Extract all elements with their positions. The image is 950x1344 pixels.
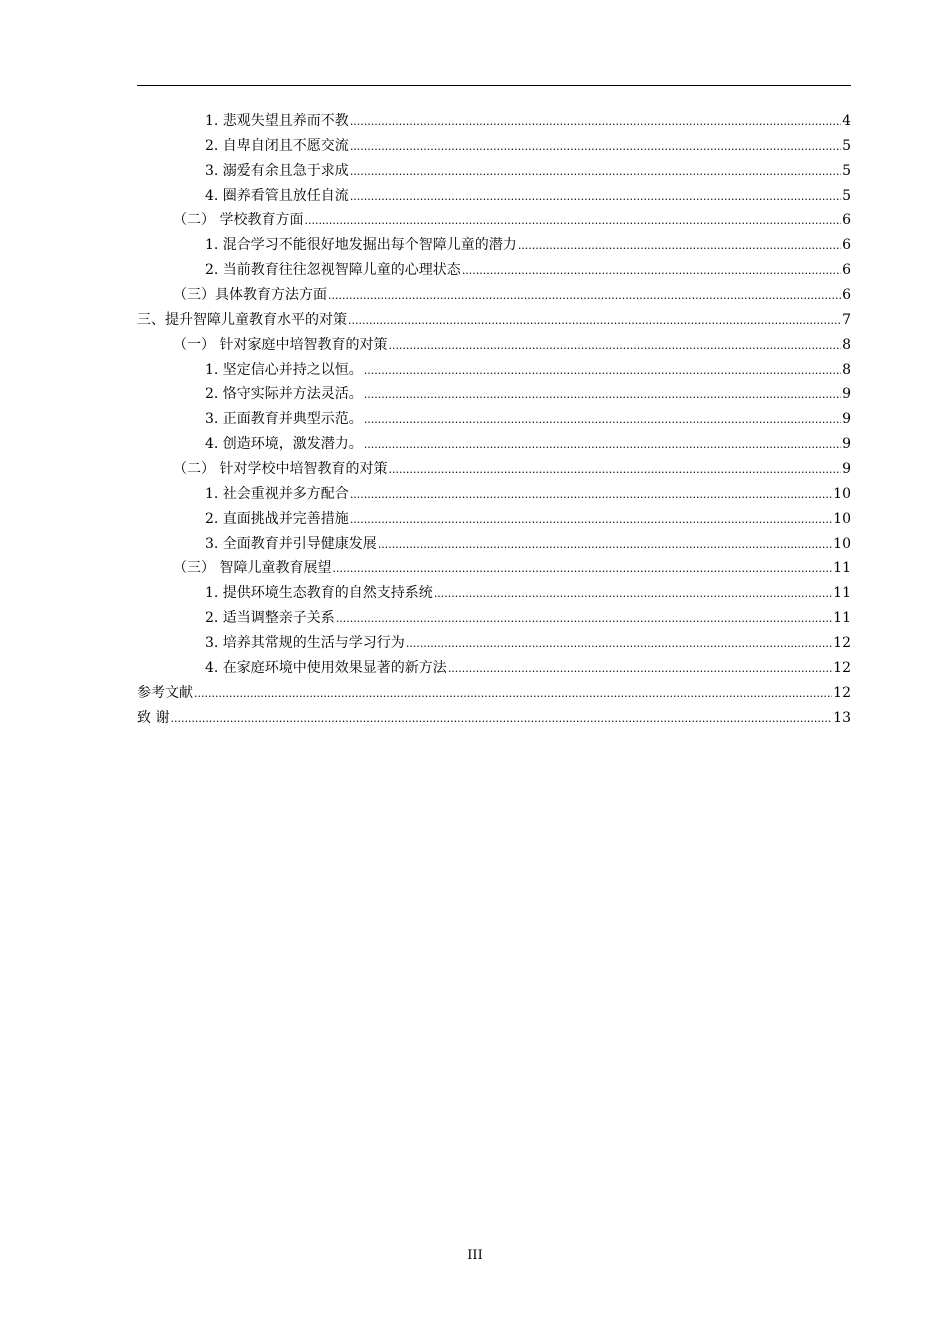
page-number: III bbox=[467, 1248, 483, 1263]
toc-entry[interactable] bbox=[137, 333, 851, 358]
toc-entry-label: 3. 溺爱有余且急于求成 bbox=[205, 162, 349, 179]
toc-dot-leader bbox=[388, 458, 841, 483]
toc-entry-label: 2. 恪守实际并方法灵活。 bbox=[205, 386, 363, 403]
toc-entry-label: 1. 混合学习不能很好地发掘出每个智障儿童的潜力 bbox=[205, 237, 517, 254]
toc-entry-label: （一） 针对家庭中培智教育的对策 bbox=[173, 336, 388, 353]
toc-entry-label: 3. 全面教育并引导健康发展 bbox=[205, 535, 377, 552]
toc-dot-leader bbox=[518, 234, 841, 259]
toc-entry[interactable] bbox=[137, 308, 851, 333]
toc-entry-page-number: 13 bbox=[833, 709, 851, 726]
toc-dot-leader bbox=[170, 707, 832, 732]
toc-entry-page-number: 5 bbox=[842, 137, 851, 154]
toc-entry-page-number: 6 bbox=[842, 262, 851, 279]
toc-dot-leader bbox=[406, 632, 832, 657]
toc-entry-page-number: 4 bbox=[842, 113, 851, 129]
toc-entry-page-number: 6 bbox=[842, 237, 851, 254]
toc-entry-page-number: 12 bbox=[833, 684, 851, 701]
toc-entry-page-number: 8 bbox=[842, 361, 851, 378]
toc-entry[interactable] bbox=[137, 382, 851, 407]
toc-entry-label: 参考文献 bbox=[137, 684, 193, 701]
toc-dot-leader bbox=[350, 110, 841, 135]
toc-dot-leader bbox=[364, 383, 841, 408]
toc-entry[interactable] bbox=[137, 109, 851, 134]
toc-entry[interactable] bbox=[137, 233, 851, 258]
toc-entry[interactable] bbox=[137, 184, 851, 209]
toc-entry-page-number: 11 bbox=[833, 585, 851, 602]
toc-dot-leader bbox=[364, 433, 841, 458]
toc-entry[interactable] bbox=[137, 706, 851, 731]
toc-entry-page-number: 9 bbox=[842, 461, 851, 478]
toc-entry-page-number: 9 bbox=[842, 436, 851, 453]
toc-entry-page-number: 10 bbox=[833, 485, 851, 502]
toc-entry-label: 2. 适当调整亲子关系 bbox=[205, 610, 335, 627]
toc-dot-leader bbox=[336, 607, 832, 632]
toc-entry-label: 4. 圈养看管且放任自流 bbox=[205, 187, 349, 204]
toc-entry[interactable] bbox=[137, 283, 851, 308]
toc-dot-leader bbox=[332, 557, 832, 582]
toc-entry-page-number: 5 bbox=[842, 162, 851, 179]
toc-dot-leader bbox=[448, 657, 832, 682]
toc-entry[interactable] bbox=[137, 681, 851, 706]
table-of-contents bbox=[137, 109, 851, 730]
toc-entry-label: 1. 悲观失望且养而不教 bbox=[205, 113, 349, 129]
toc-dot-leader bbox=[388, 334, 841, 359]
toc-entry-label: 1. 社会重视并多方配合 bbox=[205, 485, 349, 502]
toc-entry-page-number: 9 bbox=[842, 386, 851, 403]
toc-entry-label: （二） 针对学校中培智教育的对策 bbox=[173, 461, 388, 478]
toc-entry-page-number: 12 bbox=[833, 659, 851, 676]
toc-dot-leader bbox=[462, 259, 841, 284]
toc-entry-page-number: 5 bbox=[842, 187, 851, 204]
toc-entry-label: 2. 自卑自闭且不愿交流 bbox=[205, 137, 349, 154]
toc-dot-leader bbox=[348, 309, 841, 334]
toc-entry[interactable] bbox=[137, 159, 851, 184]
toc-entry[interactable] bbox=[137, 432, 851, 457]
toc-dot-leader bbox=[350, 508, 832, 533]
toc-entry-label: 4. 创造环境，激发潜力。 bbox=[205, 436, 363, 453]
toc-entry-label: 2. 当前教育往往忽视智障儿童的心理状态 bbox=[205, 262, 461, 279]
toc-entry-label: （三）具体教育方法方面 bbox=[173, 287, 327, 304]
toc-entry-page-number: 10 bbox=[833, 535, 851, 552]
toc-entry-label: 致 谢 bbox=[137, 709, 170, 726]
toc-dot-leader bbox=[194, 682, 832, 707]
toc-entry[interactable] bbox=[137, 556, 851, 581]
toc-entry-page-number: 12 bbox=[833, 635, 851, 652]
toc-entry[interactable] bbox=[137, 631, 851, 656]
toc-dot-leader bbox=[364, 359, 841, 384]
toc-dot-leader bbox=[328, 284, 841, 309]
toc-dot-leader bbox=[378, 533, 832, 558]
toc-entry-label: 2. 直面挑战并完善措施 bbox=[205, 510, 349, 527]
toc-dot-leader bbox=[350, 160, 841, 185]
toc-entry[interactable] bbox=[137, 581, 851, 606]
toc-dot-leader bbox=[304, 209, 841, 234]
toc-entry[interactable] bbox=[137, 457, 851, 482]
toc-dot-leader bbox=[350, 135, 841, 160]
toc-entry-label: 1. 提供环境生态教育的自然支持系统 bbox=[205, 585, 433, 602]
toc-entry-page-number: 6 bbox=[842, 212, 851, 229]
toc-entry-page-number: 11 bbox=[833, 560, 851, 577]
toc-dot-leader bbox=[434, 582, 832, 607]
toc-entry[interactable] bbox=[137, 606, 851, 631]
toc-entry-label: 三、提升智障儿童教育水平的对策 bbox=[137, 311, 347, 328]
toc-entry-label: （二） 学校教育方面 bbox=[173, 212, 304, 229]
toc-entry-page-number: 10 bbox=[833, 510, 851, 527]
toc-entry-label: （三） 智障儿童教育展望 bbox=[173, 560, 332, 577]
toc-entry-page-number: 8 bbox=[842, 336, 851, 353]
toc-entry-page-number: 11 bbox=[833, 610, 851, 627]
toc-entry-page-number: 7 bbox=[842, 311, 851, 328]
toc-entry[interactable] bbox=[137, 482, 851, 507]
toc-entry-page-number: 9 bbox=[842, 411, 851, 428]
toc-entry[interactable] bbox=[137, 407, 851, 432]
toc-entry-label: 3. 正面教育并典型示范。 bbox=[205, 411, 363, 428]
toc-entry[interactable] bbox=[137, 656, 851, 681]
toc-entry[interactable] bbox=[137, 532, 851, 557]
toc-dot-leader bbox=[364, 408, 841, 433]
toc-dot-leader bbox=[350, 185, 841, 210]
toc-entry-label: 3. 培养其常规的生活与学习行为 bbox=[205, 635, 405, 652]
toc-entry[interactable] bbox=[137, 507, 851, 532]
toc-entry[interactable] bbox=[137, 358, 851, 383]
toc-entry-label: 4. 在家庭环境中使用效果显著的新方法 bbox=[205, 659, 447, 676]
toc-dot-leader bbox=[350, 483, 832, 508]
toc-entry[interactable] bbox=[137, 208, 851, 233]
toc-entry-label: 1. 坚定信心并持之以恒。 bbox=[205, 361, 363, 378]
header-rule bbox=[137, 85, 851, 86]
toc-entry[interactable] bbox=[137, 134, 851, 159]
toc-entry-page-number: 6 bbox=[842, 287, 851, 304]
toc-entry[interactable] bbox=[137, 258, 851, 283]
